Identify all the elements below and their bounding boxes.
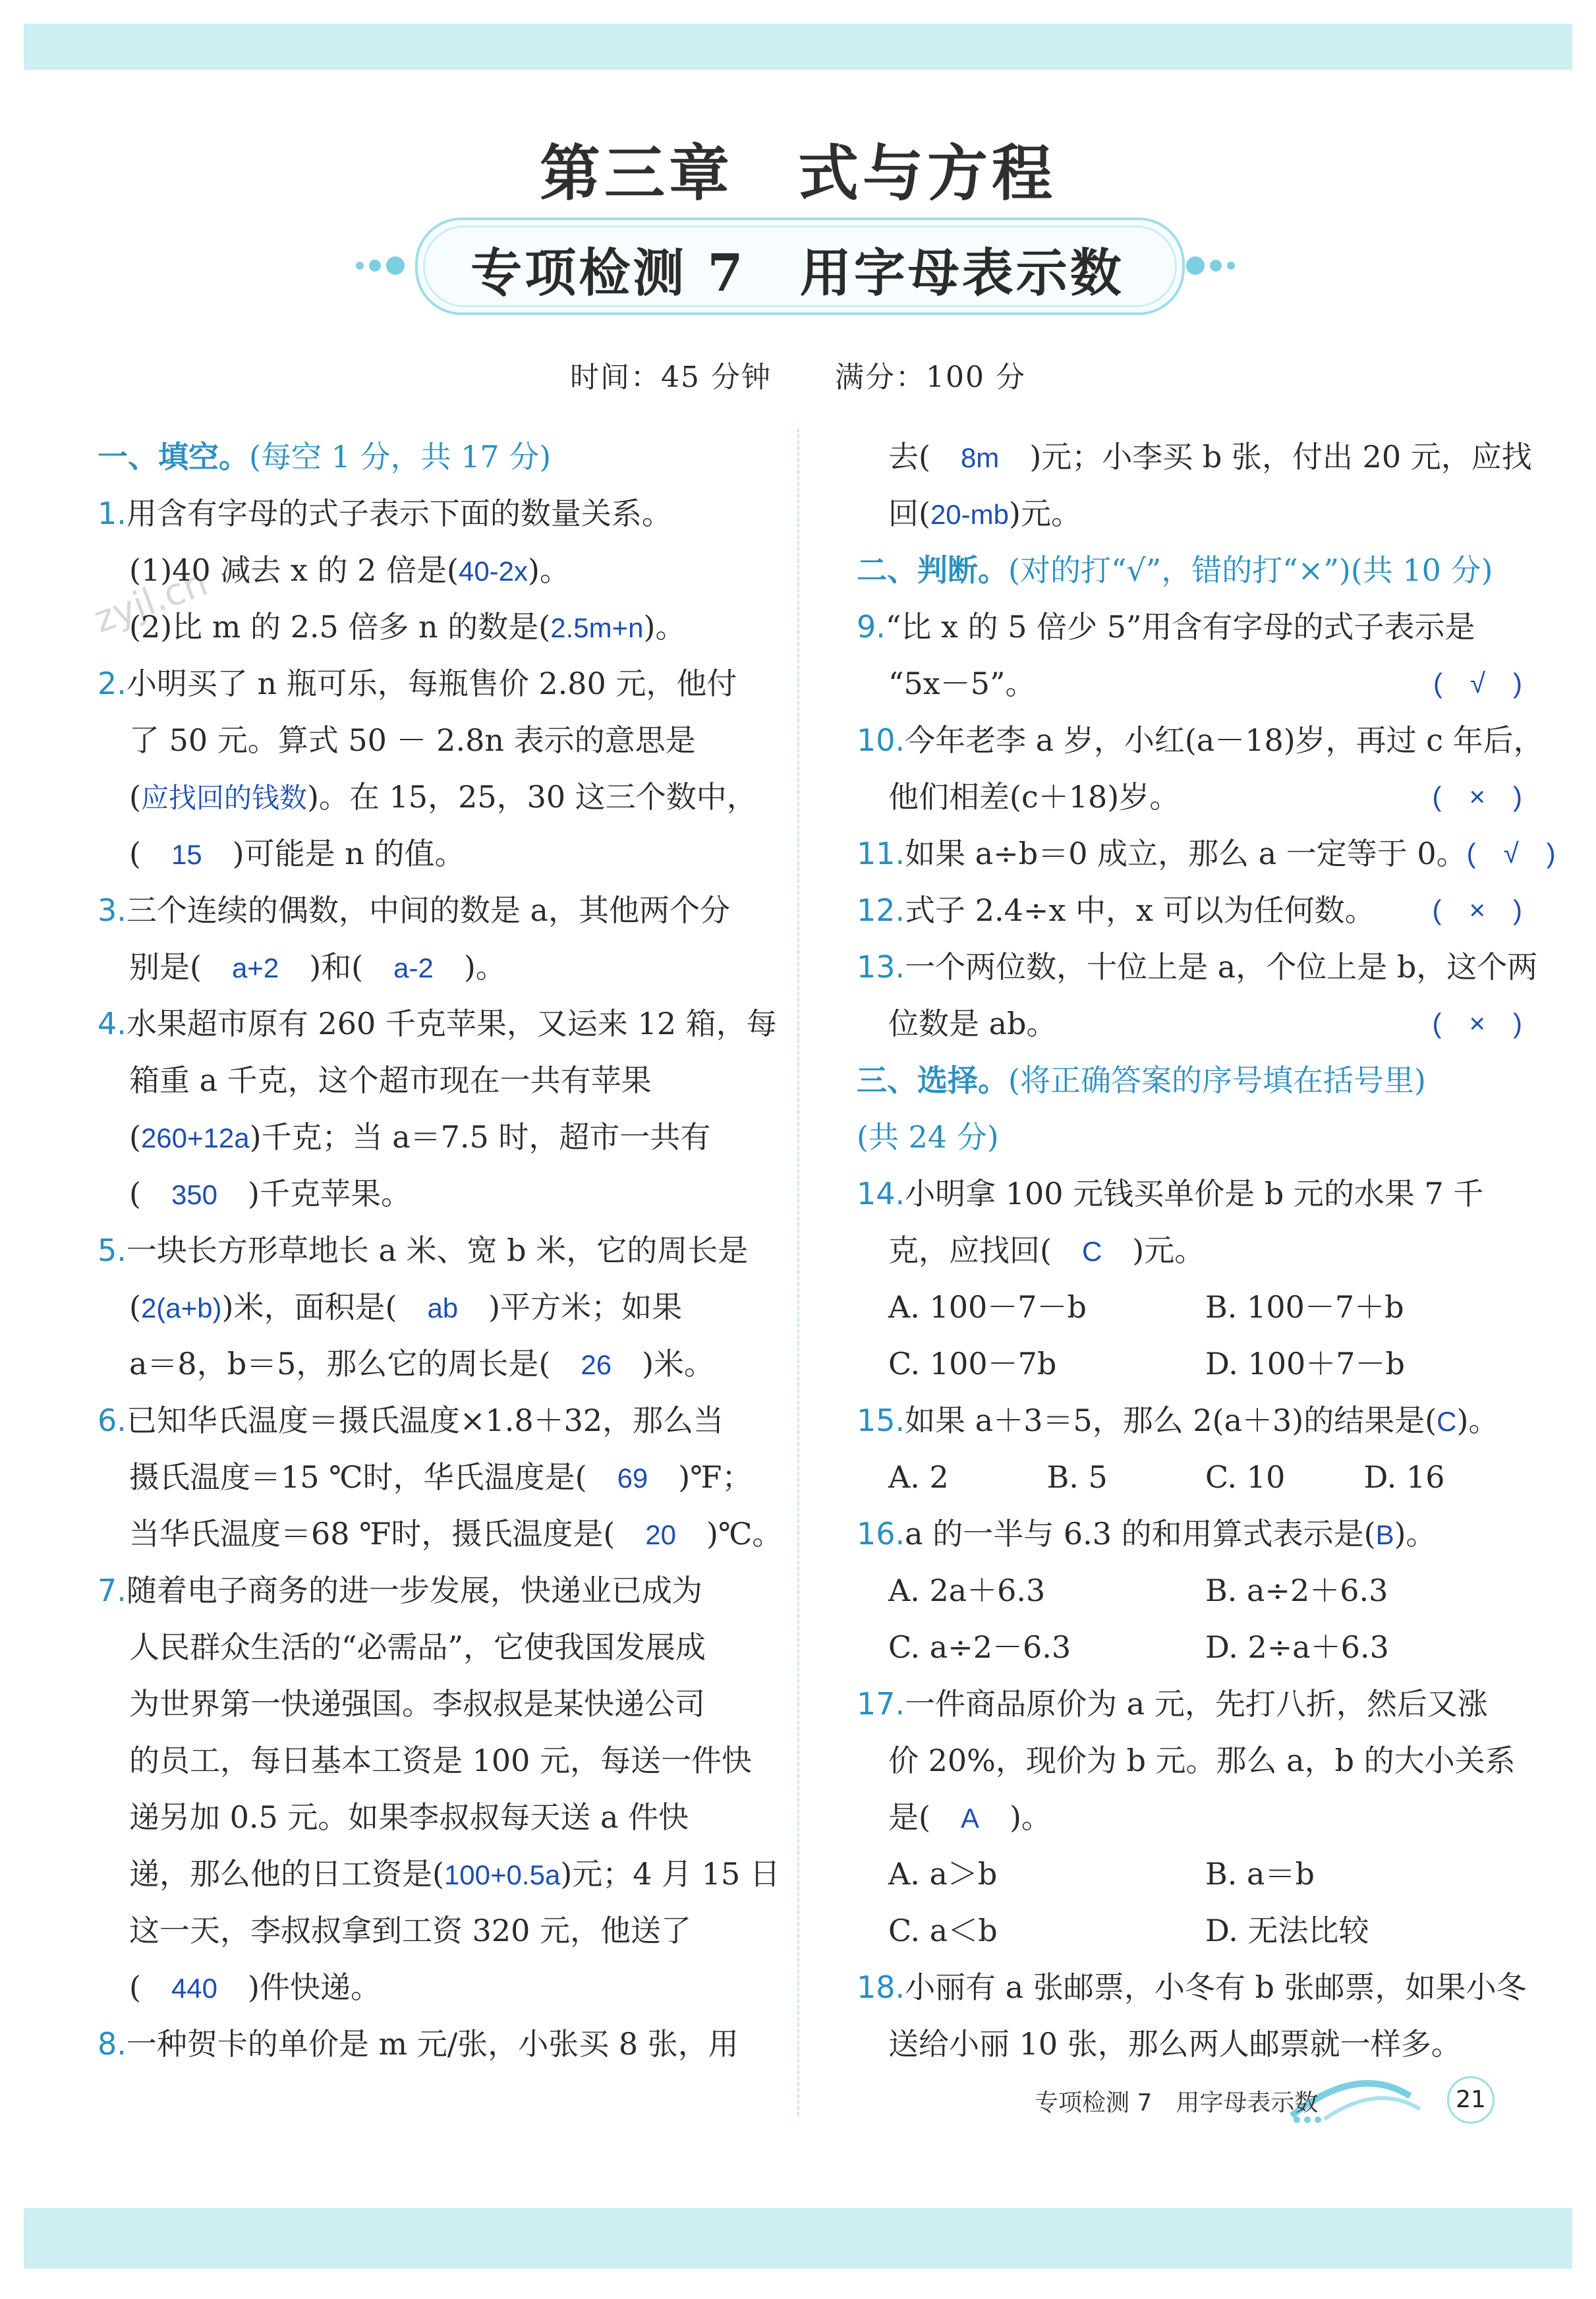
watermark: zyjl.cn — [88, 561, 214, 642]
question-line — [98, 1335, 763, 1392]
question-number: 16. — [857, 1516, 905, 1552]
text-segment: 他们相差(c＋18)岁。 — [888, 779, 1180, 815]
question-number: 15. — [857, 1403, 905, 1438]
text-segment: )件快递。 — [217, 1969, 381, 2005]
test-meta — [0, 353, 1596, 395]
question-number: 11. — [857, 836, 905, 871]
text-segment: 了 50 元。算式 50 － 2.8n 表示的意思是 — [129, 722, 696, 758]
left-column — [98, 428, 783, 2072]
text-segment: 人民群众生活的“必需品”，它使我国发展成 — [129, 1629, 706, 1665]
test-title: 专项检测 7 用字母表示数 — [470, 243, 1124, 303]
option-text: B. 100－7＋b — [1205, 1289, 1404, 1325]
question-line — [98, 1959, 763, 2016]
question-line — [857, 1675, 1522, 1732]
text-segment: 随着电子商务的进一步发展，快递业已成为 — [126, 1573, 702, 1608]
text-segment: ( — [129, 1969, 171, 2005]
text-segment: 用含有字母的式子表示下面的数量关系。 — [126, 496, 672, 531]
text-segment: )元；4 月 15 日 — [560, 1856, 780, 1892]
question-line — [857, 485, 1522, 542]
question-number: 8. — [98, 2026, 127, 2062]
text-segment: 摄氏温度＝15 ℃时，华氏温度是( — [129, 1459, 617, 1495]
text-segment: )。 — [1456, 1403, 1499, 1438]
section-note: (将正确答案的序号填在括号里) — [1008, 1062, 1426, 1098]
question-line — [98, 485, 763, 542]
option-text: D. 16 — [1363, 1459, 1445, 1495]
text-segment: )千克；当 a＝7.5 时，超市一共有 — [249, 1119, 711, 1155]
answer-text: 2(a+b) — [140, 1293, 222, 1324]
text-segment: )和( — [279, 949, 394, 985]
text-segment: 去( — [888, 439, 961, 475]
chapter-title: 第三章 式与方程 — [539, 138, 1056, 209]
question-line — [857, 995, 1522, 1052]
answer-text: ( × ) — [1432, 1008, 1522, 1039]
question-line — [98, 995, 777, 1052]
text-segment: )。 — [1394, 1516, 1437, 1552]
question-line — [857, 1732, 1522, 1789]
answer-text: C — [1437, 1406, 1457, 1437]
question-line — [98, 1392, 763, 1449]
question-line — [98, 2016, 763, 2072]
text-segment: )元。 — [1102, 1233, 1205, 1268]
option-row — [857, 1619, 1522, 1675]
answer-text: a-2 — [393, 952, 434, 983]
option-text: C. a÷2－6.3 — [888, 1629, 1071, 1665]
answer-text: ( √ ) — [1433, 668, 1522, 699]
text-segment: 递，那么他的日工资是( — [129, 1856, 444, 1892]
text-segment: ( — [129, 779, 141, 815]
question-number: 3. — [98, 892, 127, 928]
question-line — [98, 769, 763, 825]
answer-text: ( × ) — [1432, 894, 1522, 925]
text-segment: (2)比 m 的 2.5 倍多 n 的数是( — [129, 609, 551, 645]
text-segment: ( — [129, 1119, 141, 1155]
text-segment: )℃。 — [676, 1516, 783, 1552]
question-number: 12. — [857, 892, 905, 928]
answer-text: 20 — [645, 1519, 676, 1550]
question-number: 4. — [98, 1006, 127, 1041]
question-number: 14. — [857, 1176, 905, 1211]
question-line — [98, 1109, 763, 1165]
question-number: 1. — [98, 496, 127, 531]
answer-text: ( × ) — [1432, 781, 1522, 812]
text-segment: 小明买了 n 瓶可乐，每瓶售价 2.80 元，他付 — [126, 666, 737, 701]
question-number: 18. — [857, 1969, 905, 2005]
text-segment: )元；小李买 b 张，付出 20 元，应找 — [999, 439, 1532, 475]
answer-text: 100+0.5a — [443, 1859, 561, 1890]
question-line — [857, 825, 1556, 882]
text-segment: ( — [129, 1176, 171, 1211]
question-line — [98, 1675, 763, 1732]
text-segment: 当华氏温度＝68 ℉时，摄氏温度是( — [129, 1516, 646, 1552]
text-segment: 箱重 a 千克，这个超市现在一共有苹果 — [129, 1062, 652, 1098]
question-text — [888, 655, 1036, 712]
text-segment: 已知华氏温度＝摄氏温度×1.8＋32，那么当 — [126, 1403, 724, 1438]
text-segment: 如果 a÷b＝0 成立，那么 a 一定等于 0。 — [905, 836, 1467, 871]
text-segment: 今年老李 a 岁，小红(a－18)岁，再过 c 年后， — [905, 722, 1544, 758]
text-segment: 一块长方形草地长 a 米、宽 b 米，它的周长是 — [126, 1233, 749, 1268]
answer-text: ab — [427, 1293, 459, 1324]
question-number: 9. — [857, 609, 886, 645]
option-text: C. a＜b — [888, 1913, 998, 1948]
right-column — [857, 428, 1556, 2072]
text-segment: 位数是 ab。 — [888, 1006, 1057, 1041]
text-segment: )。 — [979, 1799, 1052, 1835]
answer-text: 440 — [171, 1973, 218, 2004]
section-note: (共 24 分) — [857, 1119, 999, 1155]
question-line — [98, 1449, 763, 1505]
text-segment: )。在 15，25，30 这三个数中， — [306, 779, 757, 815]
text-segment: )元。 — [1009, 496, 1081, 531]
text-segment: ( — [129, 836, 171, 871]
question-line — [98, 598, 763, 655]
text-segment: )。 — [433, 949, 506, 985]
answer-text: C — [1081, 1236, 1102, 1267]
option-text: C. 10 — [1205, 1459, 1286, 1495]
section-note: (对的打“√”，错的打“×”)(共 10 分) — [1008, 552, 1493, 588]
question-text — [888, 995, 1057, 1052]
text-segment: a 的一半与 6.3 的和用算式表示是( — [905, 1516, 1376, 1552]
question-line — [857, 939, 1538, 995]
text-segment: 一件商品原价为 a 元，先打八折，然后又涨 — [905, 1686, 1488, 1722]
answer-text: 8m — [960, 442, 1000, 473]
text-segment: 克，应找回( — [888, 1233, 1082, 1268]
option-row — [857, 1562, 1522, 1619]
text-segment: (1)40 减去 x 的 2 倍是( — [129, 552, 459, 588]
text-segment: )米，面积是( — [221, 1289, 428, 1325]
question-line — [98, 825, 763, 882]
answer-text: 26 — [581, 1349, 612, 1380]
text-segment: )米。 — [612, 1346, 715, 1382]
question-line — [98, 1732, 763, 1789]
answer-text: 350 — [171, 1179, 218, 1210]
question-text — [857, 825, 1467, 882]
question-line — [857, 655, 1522, 712]
section-heading — [857, 1109, 1522, 1165]
answer-text: B — [1375, 1519, 1394, 1550]
question-line — [857, 1165, 1522, 1222]
option-text: D. 100＋7－b — [1205, 1346, 1405, 1382]
section-note: (每空 1 分，共 17 分) — [249, 439, 552, 475]
full-score: 满分：100 分 — [835, 361, 1026, 394]
text-segment: )℉； — [648, 1459, 753, 1495]
bottom-decor-band — [24, 2208, 1572, 2269]
question-line — [98, 1902, 763, 1959]
answer-text: 20-mb — [930, 499, 1010, 530]
question-line — [857, 598, 1522, 655]
text-segment: 递另加 0.5 元。如果李叔叔每天送 a 件快 — [129, 1799, 689, 1835]
text-segment: 价 20%，现价为 b 元。那么 a，b 的大小关系 — [888, 1743, 1516, 1778]
answer-text: 260+12a — [140, 1122, 250, 1153]
answer-text: A — [960, 1803, 979, 1834]
question-line — [857, 428, 1532, 485]
text-segment: 如果 a＋3＝5，那么 2(a＋3)的结果是( — [905, 1403, 1437, 1438]
answer-text: 2.5m+n — [550, 612, 644, 643]
option-text: A. a＞b — [888, 1856, 998, 1892]
option-text: D. 无法比较 — [1205, 1913, 1369, 1948]
question-line — [98, 655, 763, 712]
text-segment: )。 — [528, 552, 570, 588]
option-text: D. 2÷a＋6.3 — [1205, 1629, 1389, 1665]
section-heading — [857, 542, 1522, 598]
question-text — [888, 769, 1180, 825]
text-segment: 一个两位数，十位上是 a，个位上是 b，这个两 — [905, 949, 1538, 985]
question-number: 6. — [98, 1403, 127, 1438]
option-text: A. 2 — [888, 1459, 949, 1495]
question-number: 10. — [857, 722, 905, 758]
page-number: 21 — [1447, 2076, 1495, 2124]
text-segment: )。 — [643, 609, 686, 645]
answer-text: ( √ ) — [1466, 838, 1556, 869]
question-number: 17. — [857, 1686, 905, 1722]
question-line — [98, 1562, 763, 1619]
answer-text: 应找回的钱数 — [140, 782, 307, 813]
text-segment: 的员工，每日基本工资是 100 元，每送一件快 — [129, 1743, 753, 1778]
question-line — [857, 882, 1522, 939]
section-heading — [98, 428, 763, 485]
text-segment: 送给小丽 10 张，那么两人邮票就一样多。 — [888, 2026, 1462, 2062]
question-text — [857, 882, 1375, 939]
text-segment: 三个连续的偶数，中间的数是 a，其他两个分 — [126, 892, 730, 928]
option-text: C. 100－7b — [888, 1346, 1057, 1382]
text-segment: )平方米；如果 — [458, 1289, 683, 1325]
question-line — [98, 1505, 783, 1562]
question-line — [98, 1619, 763, 1675]
banner-dots-left — [356, 254, 409, 277]
question-line — [857, 769, 1522, 825]
text-segment: 二、判断。 — [857, 552, 1008, 588]
text-segment: 一、填空。 — [98, 439, 249, 475]
answer-text: 15 — [171, 839, 202, 870]
section-heading — [857, 1052, 1522, 1109]
text-segment: 为世界第一快递强国。李叔叔是某快递公司 — [129, 1686, 705, 1722]
text-segment: 一种贺卡的单价是 m 元/张，小张买 8 张，用 — [126, 2026, 739, 2062]
option-row — [857, 1902, 1522, 1959]
option-row — [857, 1449, 1522, 1505]
text-segment: 别是( — [129, 949, 232, 985]
text-segment: 回( — [888, 496, 930, 531]
top-decor-band — [24, 24, 1572, 70]
text-segment: “比 x 的 5 倍少 5”用含有字母的式子表示是 — [885, 609, 1475, 645]
time-limit: 时间：45 分钟 — [570, 361, 772, 394]
option-row — [857, 1846, 1522, 1902]
question-line — [98, 1846, 780, 1902]
question-line — [98, 1165, 763, 1222]
question-line — [98, 1222, 763, 1279]
question-line — [857, 1505, 1522, 1562]
option-row — [857, 1335, 1522, 1392]
option-text: A. 2a＋6.3 — [888, 1573, 1046, 1608]
footer-label: 专项检测 7 用字母表示数 — [1035, 2089, 1319, 2116]
option-text: A. 100－7－b — [888, 1289, 1087, 1325]
answer-text: a+2 — [231, 952, 279, 983]
text-segment: 小丽有 a 张邮票，小冬有 b 张邮票，如果小冬 — [905, 1969, 1527, 2005]
question-line — [98, 1789, 763, 1846]
text-segment: 水果超市原有 260 千克苹果，又运来 12 箱，每 — [126, 1006, 777, 1041]
column-divider — [797, 428, 799, 2116]
question-line — [98, 1279, 763, 1335]
question-line — [857, 1392, 1522, 1449]
question-line — [857, 1222, 1522, 1279]
question-line — [857, 1959, 1527, 2016]
question-number: 13. — [857, 949, 905, 985]
text-segment: a＝8，b＝5，那么它的周长是( — [129, 1346, 581, 1382]
text-segment: 式子 2.4÷x 中，x 可以为任何数。 — [905, 892, 1375, 928]
banner-dots-right — [1186, 254, 1239, 277]
question-line — [98, 882, 763, 939]
question-line — [98, 542, 763, 598]
text-segment: 是( — [888, 1799, 961, 1835]
question-number: 2. — [98, 666, 127, 701]
option-row — [857, 1279, 1522, 1335]
question-number: 7. — [98, 1573, 127, 1608]
option-text: B. a÷2＋6.3 — [1205, 1573, 1388, 1608]
text-segment: ( — [129, 1289, 141, 1325]
question-line — [98, 939, 763, 995]
question-line — [857, 1789, 1522, 1846]
text-segment: 这一天，李叔叔拿到工资 320 元，他送了 — [129, 1913, 692, 1948]
question-line — [98, 1052, 763, 1109]
answer-text: 40-2x — [458, 556, 528, 587]
answer-text: 69 — [617, 1463, 648, 1494]
question-line — [857, 712, 1544, 769]
text-segment: “5x－5”。 — [888, 666, 1036, 701]
text-segment: 三、选择。 — [857, 1062, 1008, 1098]
option-text: B. a＝b — [1205, 1856, 1315, 1892]
text-segment: )可能是 n 的值。 — [202, 836, 465, 871]
text-segment: 小明拿 100 元钱买单价是 b 元的水果 7 千 — [905, 1176, 1484, 1211]
question-number: 5. — [98, 1233, 127, 1268]
option-text: B. 5 — [1046, 1459, 1108, 1495]
text-segment: )千克苹果。 — [217, 1176, 411, 1211]
question-line — [98, 712, 763, 769]
